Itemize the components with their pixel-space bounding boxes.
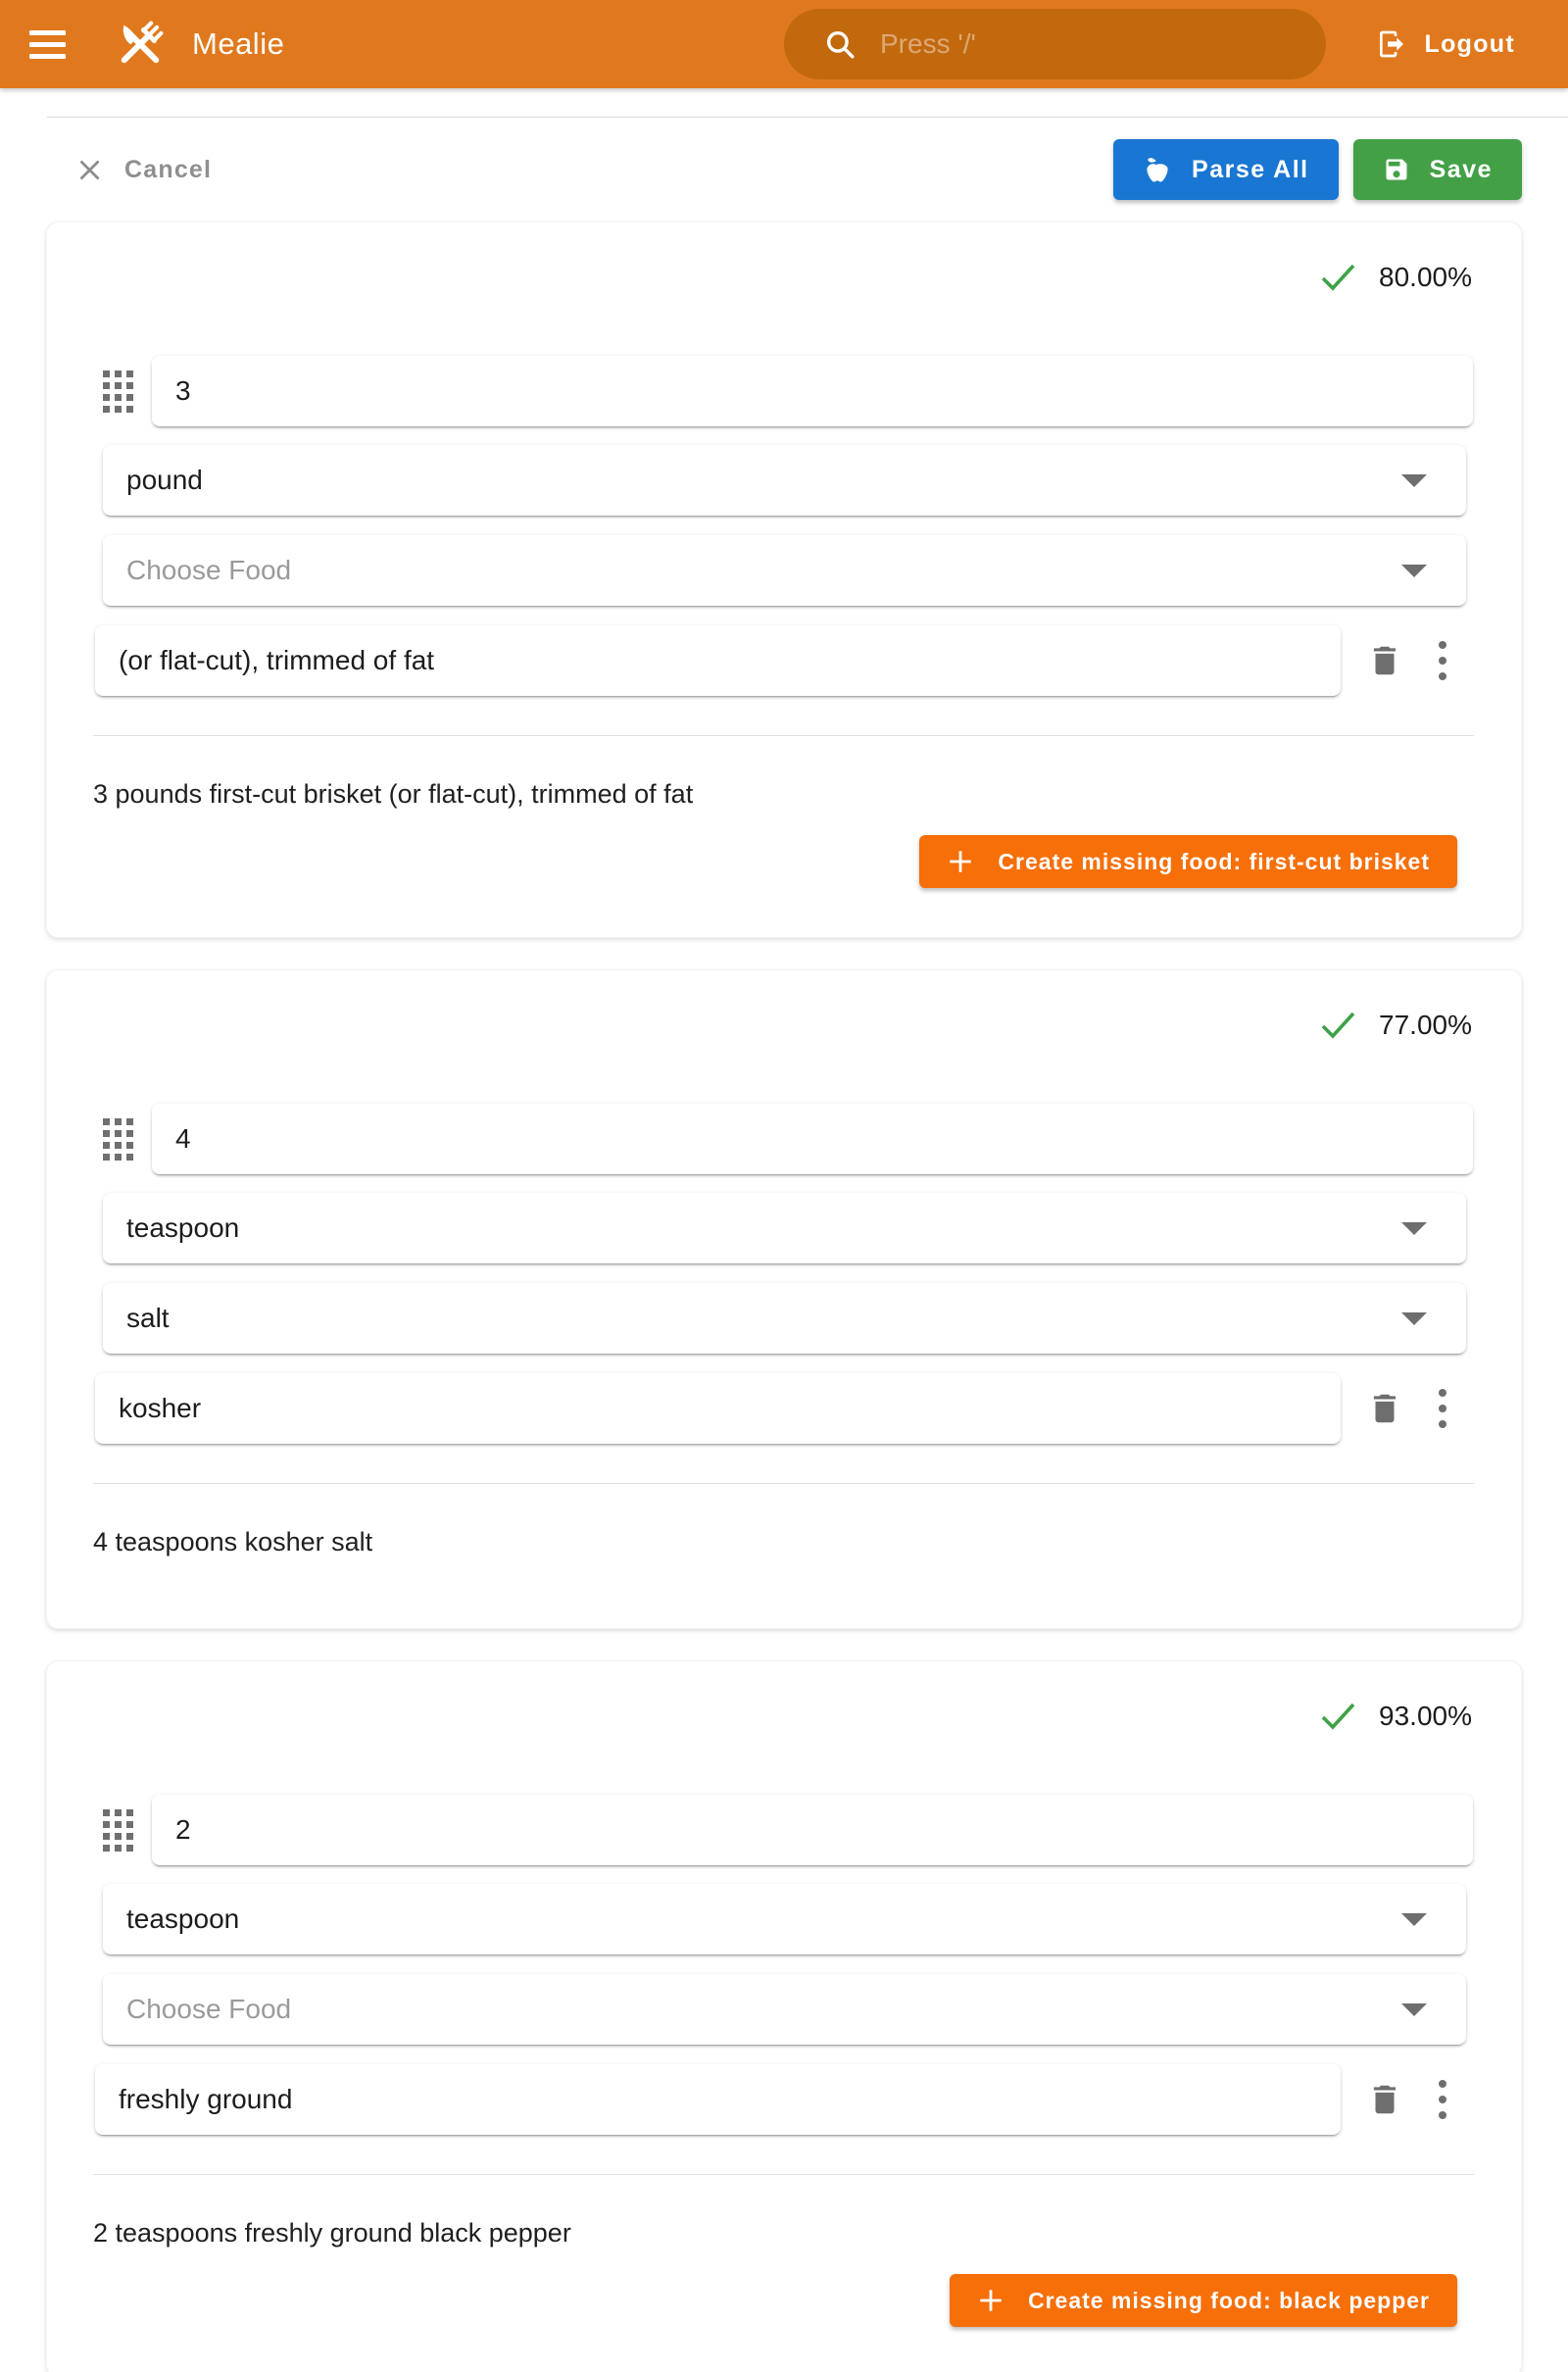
- trash-icon: [1366, 2080, 1403, 2119]
- delete-ingredient-button[interactable]: [1366, 641, 1403, 680]
- confidence-value: 80.00%: [1379, 262, 1472, 292]
- unit-select[interactable]: [103, 1884, 1466, 1954]
- ingredient-card: [46, 969, 1522, 1629]
- food-placeholder: Choose Food: [126, 1994, 292, 2024]
- card-divider: [93, 735, 1474, 736]
- food-select[interactable]: [103, 1974, 1466, 2045]
- note-input[interactable]: (or flat-cut), trimmed of fat: [95, 625, 1341, 696]
- check-icon: [1318, 1701, 1357, 1732]
- delete-ingredient-button[interactable]: [1366, 2080, 1403, 2119]
- save-floppy-icon: [1383, 156, 1410, 183]
- chevron-down-icon: [1401, 474, 1427, 487]
- logout-button[interactable]: [1376, 28, 1515, 60]
- create-missing-food-label: Create missing food: first-cut brisket: [998, 848, 1430, 874]
- save-button[interactable]: [1353, 139, 1522, 200]
- note-input[interactable]: freshly ground: [95, 2064, 1341, 2135]
- search-placeholder: Press '/': [880, 28, 976, 59]
- ingredient-card: [46, 222, 1522, 938]
- quantity-input[interactable]: 4: [152, 1104, 1473, 1174]
- chevron-down-icon: [1401, 565, 1427, 577]
- mealie-fork-knife-logo: [112, 16, 169, 73]
- confidence-value: 93.00%: [1379, 1701, 1472, 1731]
- card-divider: [93, 2174, 1474, 2175]
- parse-all-button[interactable]: [1113, 139, 1339, 200]
- app-title: Mealie: [192, 26, 285, 61]
- trash-icon: [1366, 1389, 1403, 1428]
- plus-icon: [947, 848, 974, 875]
- more-options-button[interactable]: [1439, 2080, 1446, 2119]
- more-options-button[interactable]: [1439, 641, 1446, 680]
- quantity-input[interactable]: 2: [152, 1795, 1473, 1865]
- note-input[interactable]: kosher: [95, 1373, 1341, 1444]
- create-missing-food-button[interactable]: [919, 835, 1457, 888]
- unit-value: teaspoon: [126, 1212, 240, 1243]
- check-icon: [1318, 1010, 1357, 1041]
- parse-all-label: Parse All: [1192, 155, 1309, 183]
- food-select[interactable]: [103, 535, 1466, 606]
- quantity-input[interactable]: 3: [152, 356, 1473, 426]
- app-bar: [0, 0, 1568, 88]
- unit-value: pound: [126, 465, 203, 495]
- original-ingredient-text: 4 teaspoons kosher salt: [93, 1527, 373, 1557]
- chevron-down-icon: [1401, 1312, 1427, 1325]
- chevron-down-icon: [1401, 1913, 1427, 1926]
- search-icon: [823, 27, 857, 61]
- food-placeholder: Choose Food: [126, 555, 292, 585]
- close-icon: [76, 157, 103, 183]
- food-select[interactable]: [103, 1283, 1466, 1354]
- create-missing-food-button[interactable]: [950, 2274, 1457, 2327]
- unit-value: teaspoon: [126, 1903, 240, 1934]
- confidence-row: [47, 1661, 1521, 1732]
- drag-handle-icon[interactable]: [103, 1809, 135, 1852]
- drag-handle-icon[interactable]: [103, 1118, 135, 1161]
- confidence-value: 77.00%: [1379, 1010, 1472, 1040]
- confidence-row: [47, 222, 1521, 293]
- cancel-button[interactable]: [76, 156, 212, 184]
- create-missing-food-label: Create missing food: black pepper: [1027, 2287, 1430, 2313]
- ingredient-card: [46, 1660, 1522, 2372]
- chevron-down-icon: [1401, 2003, 1427, 2016]
- original-ingredient-text: 2 teaspoons freshly ground black pepper: [93, 2218, 571, 2248]
- cancel-label: Cancel: [124, 155, 213, 183]
- save-label: Save: [1429, 155, 1493, 183]
- check-icon: [1318, 262, 1357, 293]
- search-input[interactable]: [784, 9, 1326, 79]
- chevron-down-icon: [1401, 1222, 1427, 1235]
- logout-icon: [1376, 28, 1407, 60]
- more-options-button[interactable]: [1439, 1389, 1446, 1428]
- card-divider: [93, 1483, 1474, 1484]
- delete-ingredient-button[interactable]: [1366, 1389, 1403, 1428]
- drag-handle-icon[interactable]: [103, 371, 135, 413]
- food-value: salt: [126, 1303, 170, 1333]
- unit-select[interactable]: [103, 1193, 1466, 1263]
- apple-icon: [1143, 155, 1172, 184]
- parser-toolbar: [0, 118, 1568, 222]
- unit-select[interactable]: [103, 445, 1466, 516]
- logout-label: Logout: [1424, 29, 1515, 58]
- plus-icon: [977, 2287, 1004, 2314]
- ingredient-parser-list: [0, 222, 1568, 2372]
- trash-icon: [1366, 641, 1403, 680]
- original-ingredient-text: 3 pounds first-cut brisket (or flat-cut), trimmed of fat: [93, 779, 694, 809]
- confidence-row: [47, 970, 1521, 1041]
- hamburger-menu-icon[interactable]: [29, 25, 73, 64]
